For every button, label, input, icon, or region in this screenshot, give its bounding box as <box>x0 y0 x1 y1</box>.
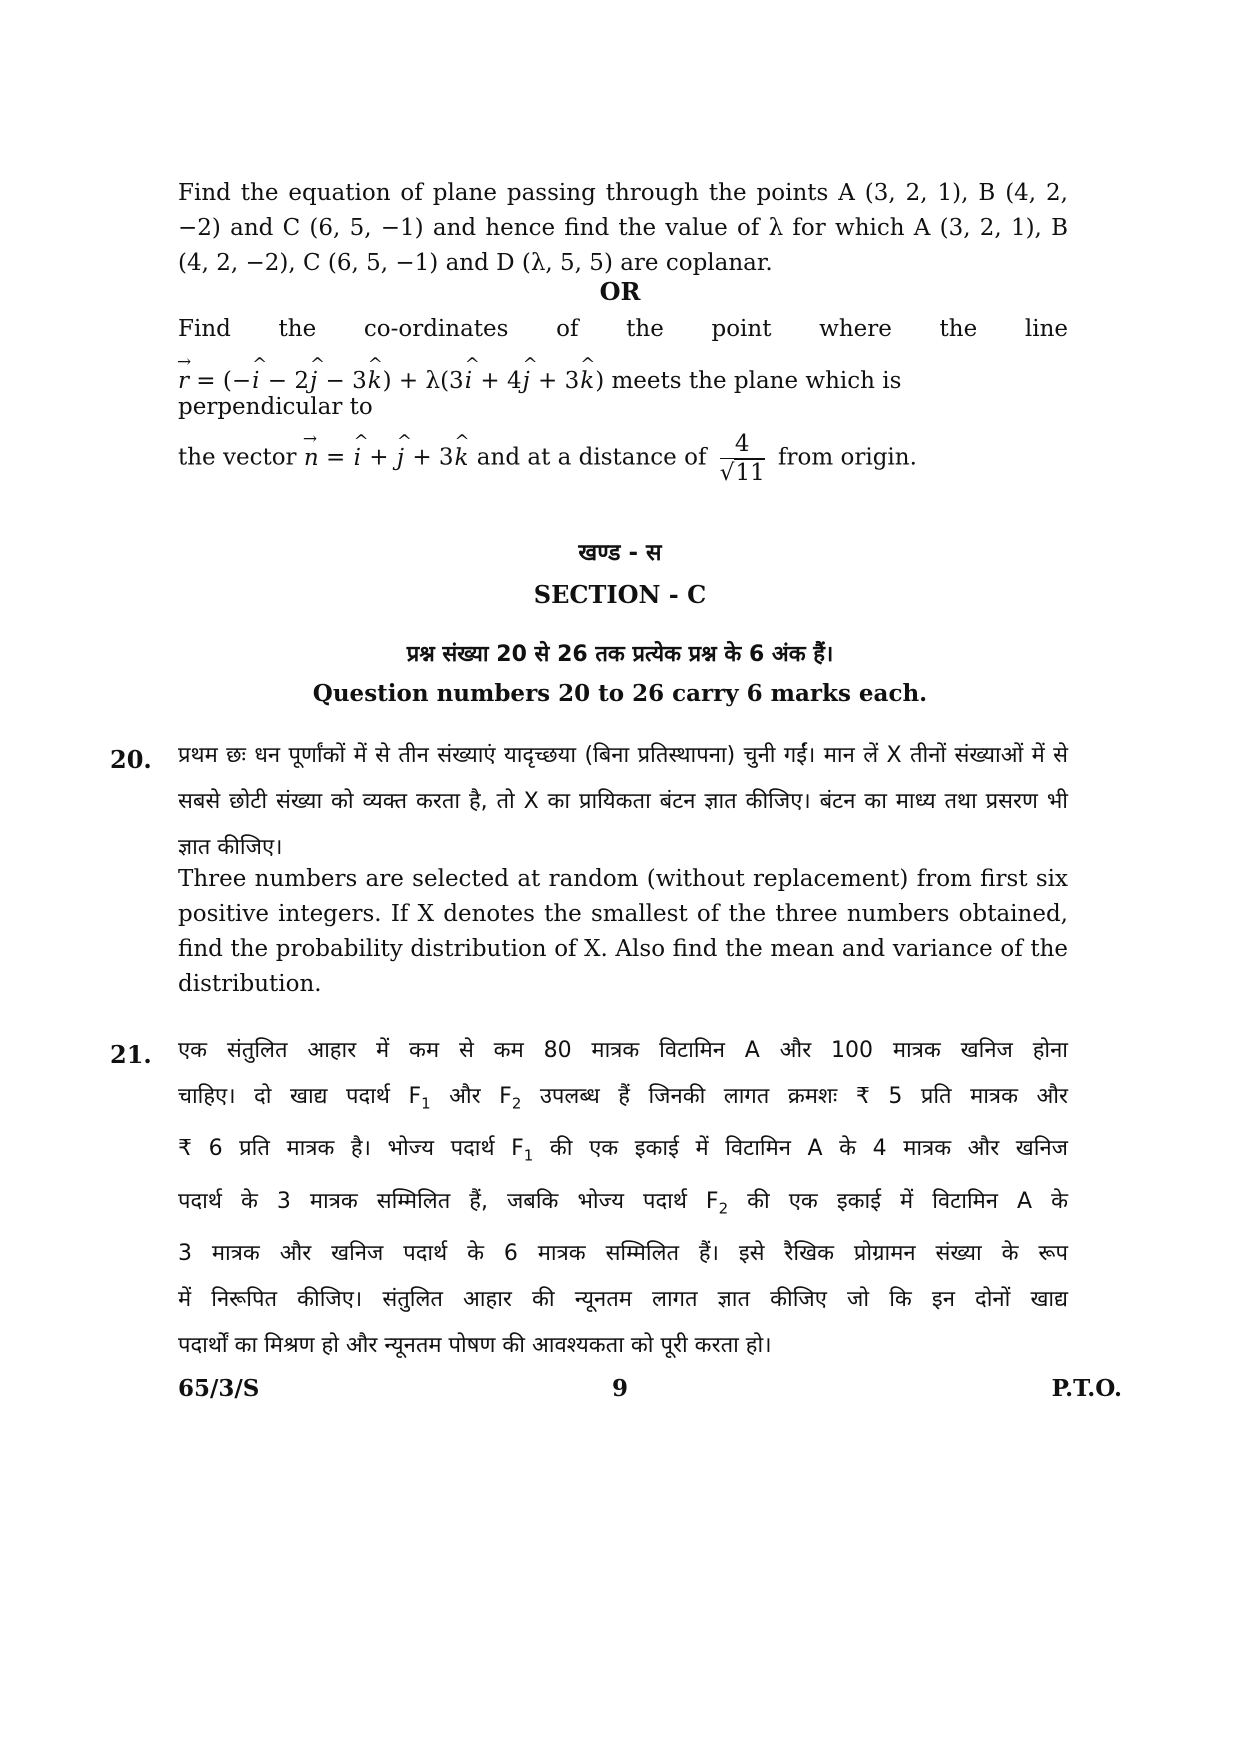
q21-text: और F <box>430 1084 512 1109</box>
unit-j: ^ j <box>522 368 531 394</box>
unit-i: ^ i <box>251 368 260 394</box>
fraction-denominator: √11 <box>719 460 765 486</box>
q21-line: में निरूपित कीजिए। संतुलित आहार की न्यूनतम लागत ज्ञात कीजिए जो कि इन दोनों खाद्य <box>178 1287 1068 1313</box>
distance-fraction <box>720 430 765 487</box>
q21-text: पदार्थ के 3 मात्रक सम्मिलित हैं, जबकि भोज्य पदार्थ F <box>178 1188 719 1214</box>
q21-line <box>178 1074 1068 1126</box>
section-hindi-instruction: प्रश्न संख्या 20 से 26 तक प्रत्येक प्रश्न के 6 अंक हैं। <box>406 642 834 667</box>
q21-text: की एक इकाई में विटामिन A के <box>728 1188 1068 1214</box>
subscript: 1 <box>421 1094 431 1113</box>
eq-text: − 2 <box>260 368 310 394</box>
eq-tail-text: meets the plane which is perpendicular to <box>178 368 902 420</box>
eq-text: ) <box>595 368 605 394</box>
q21-text: की एक इकाई में विटामिन A के 4 मात्रक और खनिज <box>533 1136 1068 1162</box>
q20-hindi-text: प्रथम छः धन पूर्णांकों में से तीन संख्याएं यादृच्छया (बिना प्रतिस्थापना) चुनी गईं। मान लें X तीनों संख्याओं में से सबसे छोटी संख्या को व्यक्त करता है, तो X का प्रायिकता बंटन ज्ञात कीजिए। बंटन का माध्य तथा प्रसरण भी ज्ञात कीजिए। <box>178 743 1068 860</box>
q21-text: चाहिए। दो खाद्य पदार्थ F <box>178 1084 422 1109</box>
unit-j: ^ j <box>396 445 405 471</box>
q21-line <box>178 1126 1068 1178</box>
q21-hindi-text <box>178 1028 1068 1369</box>
unit-k: ^ k <box>367 368 383 394</box>
subscript: 1 <box>523 1146 534 1165</box>
sqrt-radicand: 11 <box>735 460 765 486</box>
fraction-numerator: 4 <box>720 430 765 459</box>
paper-code: 65/3/S <box>178 1375 260 1402</box>
distance-text: and at a distance of <box>469 444 707 471</box>
q21-line <box>178 1179 1068 1231</box>
section-title: SECTION - C <box>533 580 707 609</box>
q21-line: 3 मात्रक और खनिज पदार्थ के 6 मात्रक सम्मिलित हैं। इसे रैखिक प्रोग्रामन संख्या के रूप <box>178 1241 1068 1267</box>
page-number: 9 <box>611 1375 628 1402</box>
section-hindi-title: खण्ड - स <box>578 540 662 566</box>
unit-k: ^ k <box>454 445 470 471</box>
unit-i: ^ i <box>464 368 473 394</box>
vector-r: → r <box>178 368 189 394</box>
line-equation <box>178 368 1068 420</box>
unit-i: ^ i <box>353 445 362 471</box>
q19-part1: Find the equation of plane passing through the points A (3, 2, 1), B (4, 2, −2) and C (6, 5, −1) and hence find the value of λ for which A (3, 2, 1), B (4, 2, −2), C (6, 5, −1) and D (λ, 5, 5) are coplanar. <box>178 180 1068 276</box>
subscript: 2 <box>718 1199 729 1218</box>
vector-prefix-text: the vector <box>178 444 304 471</box>
subscript: 2 <box>511 1094 522 1113</box>
q21-line: पदार्थों का मिश्रण हो और न्यूनतम पोषण की आवश्यकता को पूरी करता हो। <box>178 1333 772 1359</box>
eq-text: + 3 <box>530 368 580 394</box>
q21-line: एक संतुलित आहार में कम से कम 80 मात्रक विटामिन A और 100 मात्रक खनिज होना <box>178 1038 1068 1063</box>
q21-text: ₹ 6 प्रति मात्रक है। भोज्य पदार्थ F <box>178 1136 524 1162</box>
question-number-21: 21. <box>110 1040 152 1069</box>
eq-text: − 3 <box>318 368 367 394</box>
q21-text: उपलब्ध हैं जिनकी लागत क्रमशः ₹ 5 प्रति मात्रक और <box>521 1084 1068 1109</box>
q20-english-text: Three numbers are selected at random (without replacement) from first six positive integers. If X denotes the smallest of the three numbers obtained, find the probability distribution of X. Also find the mean and variance of the distribution. <box>178 866 1068 997</box>
question-number-20: 20. <box>110 745 152 774</box>
pto-label: P.T.O. <box>1051 1375 1122 1402</box>
eq-text: = <box>318 444 353 471</box>
eq-text: ) + λ(3 <box>382 368 464 394</box>
origin-text: from origin. <box>778 444 917 471</box>
eq-text: = (− <box>189 368 252 394</box>
unit-k: ^ k <box>579 368 595 394</box>
normal-vector-line <box>178 430 1068 487</box>
unit-j: ^ j <box>309 368 318 394</box>
eq-text: + 3 <box>405 444 454 471</box>
eq-text: + 4 <box>473 368 522 394</box>
section-instruction: Question numbers 20 to 26 carry 6 marks each. <box>312 680 928 707</box>
or-divider: OR <box>599 277 641 306</box>
vector-n: → n <box>304 445 319 471</box>
q19-alt-line1: Find the co-ordinates of the point where the line <box>178 316 1068 342</box>
eq-text: + <box>361 444 396 471</box>
